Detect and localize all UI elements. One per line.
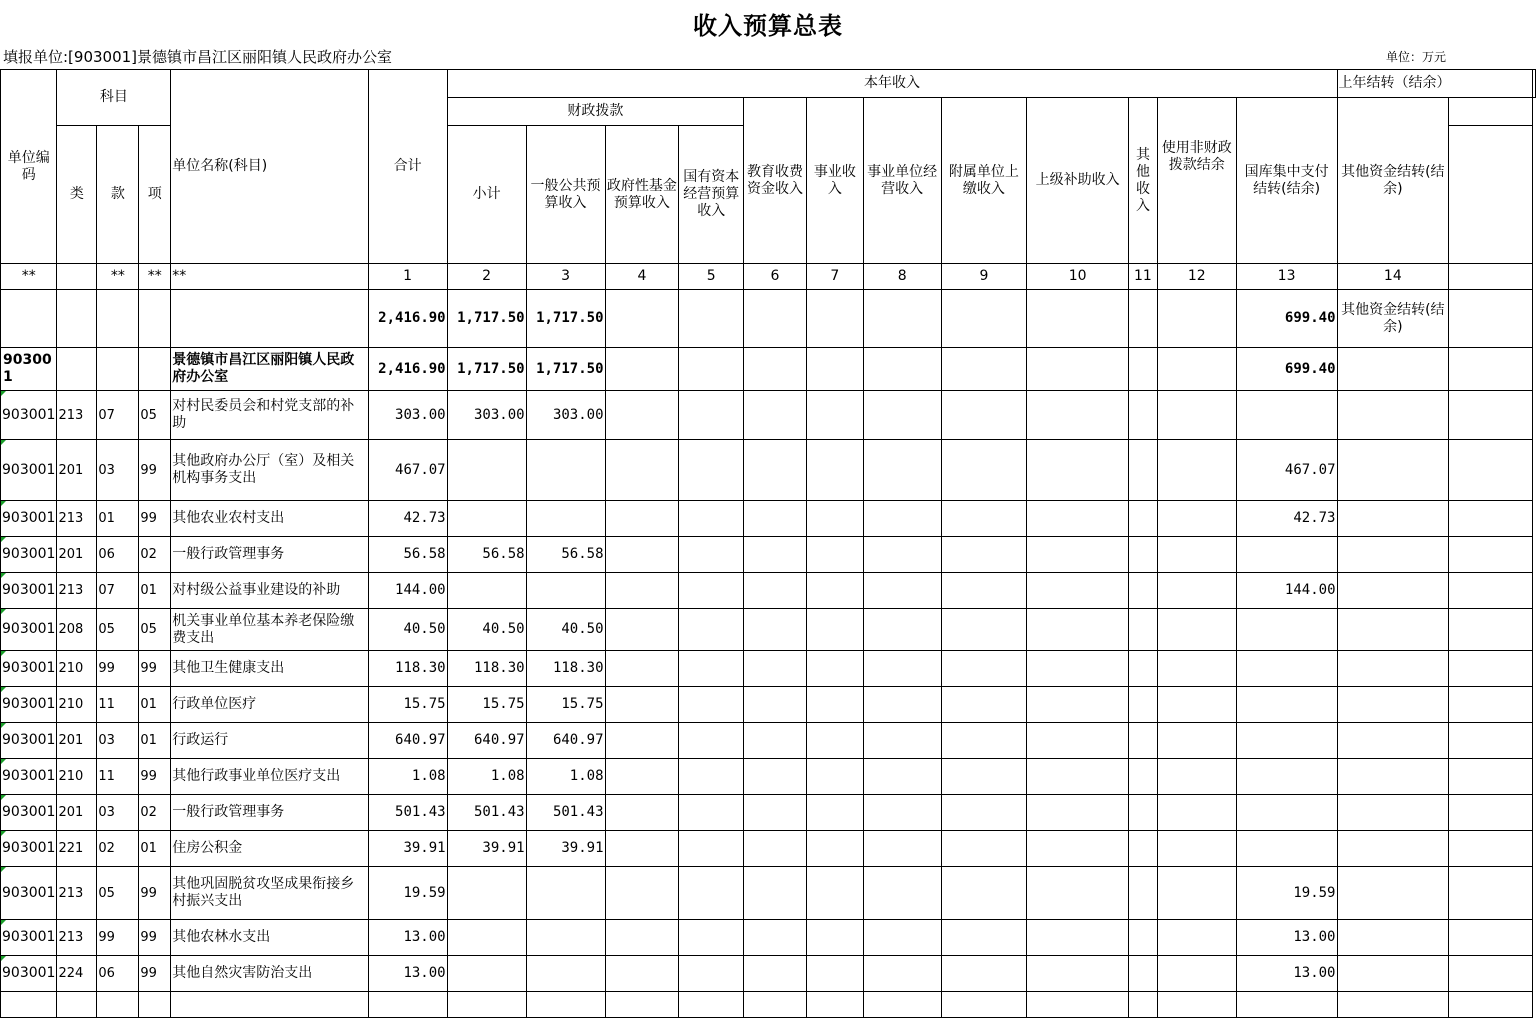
header-education-fee: 教育收费资金收入 — [744, 98, 807, 264]
row-code: 903001 — [1, 687, 57, 723]
header-gov-fund: 政府性基金预算收入 — [605, 126, 679, 264]
header-other-funds: 其他资金结转(结余) — [1337, 98, 1449, 264]
header-unit-code: 单位编码 — [1, 70, 57, 264]
index-c3: 3 — [526, 264, 605, 290]
row-code: 903001 — [1, 609, 57, 651]
row-code: 903001 — [1, 920, 57, 956]
header-other-income: 其他收入 — [1128, 98, 1157, 264]
row-treasury — [1236, 723, 1337, 759]
row-kuan: 03 — [97, 795, 139, 831]
row-treasury — [1236, 391, 1337, 440]
row-code: 903001 — [1, 795, 57, 831]
summary-total: 2,416.90 — [368, 290, 447, 348]
row-xiang: 01 — [139, 831, 171, 867]
row-total: 118.30 — [368, 651, 447, 687]
row-general: 56.58 — [526, 537, 605, 573]
row-subtotal: 15.75 — [447, 687, 526, 723]
row-xiang: 99 — [139, 867, 171, 920]
row-name: 行政单位医疗 — [171, 687, 368, 723]
row-xiang: 02 — [139, 795, 171, 831]
row-code: 903001 — [1, 537, 57, 573]
header-state-capital: 国有资本经营预算收入 — [679, 126, 744, 264]
row-general — [526, 573, 605, 609]
row-subtotal: 1.08 — [447, 759, 526, 795]
row-treasury: 42.73 — [1236, 501, 1337, 537]
header-fiscal-allocation: 财政拨款 — [447, 98, 744, 126]
row-name: 其他政府办公厅（室）及相关机构事务支出 — [171, 440, 368, 501]
table-row — [1, 440, 1536, 501]
header-unit-name: 单位名称(科目) — [171, 70, 368, 264]
page-title: 收入预算总表 — [693, 11, 843, 40]
row-xiang: 99 — [139, 651, 171, 687]
table-row — [1, 573, 1536, 609]
row-treasury: 19.59 — [1236, 867, 1337, 920]
budget-table — [0, 69, 1536, 1018]
row-name: 其他农林水支出 — [171, 920, 368, 956]
row-lei: 210 — [57, 651, 97, 687]
row-xiang: 99 — [139, 920, 171, 956]
row-lei: 213 — [57, 920, 97, 956]
row-general: 40.50 — [526, 609, 605, 651]
row-treasury: 13.00 — [1236, 956, 1337, 992]
row-total: 13.00 — [368, 956, 447, 992]
row-subtotal: 303.00 — [447, 391, 526, 440]
row-total: 19.59 — [368, 867, 447, 920]
row-lei: 201 — [57, 537, 97, 573]
index-c14: 14 — [1337, 264, 1449, 290]
row-lei: 210 — [57, 687, 97, 723]
index-name: ** — [171, 264, 368, 290]
row-xiang: 01 — [139, 723, 171, 759]
row-total: 15.75 — [368, 687, 447, 723]
row-xiang: 99 — [139, 440, 171, 501]
row-lei: 213 — [57, 867, 97, 920]
row-kuan: 06 — [97, 537, 139, 573]
table-row — [1, 537, 1536, 573]
row-kuan: 05 — [97, 609, 139, 651]
row-total: 39.91 — [368, 831, 447, 867]
summary-row — [1, 290, 1536, 348]
index-c6: 6 — [744, 264, 807, 290]
header-subtotal: 小计 — [447, 126, 526, 264]
summary-general: 1,717.50 — [526, 290, 605, 348]
index-c10: 10 — [1027, 264, 1129, 290]
row-kuan: 03 — [97, 723, 139, 759]
row-kuan: 03 — [97, 440, 139, 501]
index-xiang: ** — [139, 264, 171, 290]
row-treasury — [1236, 687, 1337, 723]
row-subtotal: 501.43 — [447, 795, 526, 831]
row-lei: 201 — [57, 795, 97, 831]
row-general: 501.43 — [526, 795, 605, 831]
row-general: 1.08 — [526, 759, 605, 795]
row-name: 其他自然灾害防治支出 — [171, 956, 368, 992]
table-row — [1, 867, 1536, 920]
row-treasury — [1236, 831, 1337, 867]
row-lei: 210 — [57, 759, 97, 795]
filler-unit: 填报单位:[903001]景德镇市昌江区丽阳镇人民政府办公室 — [3, 48, 393, 66]
row-code: 903001 — [1, 391, 57, 440]
row-general: 303.00 — [526, 391, 605, 440]
empty-row — [1, 992, 1536, 1018]
row-total: 1.08 — [368, 759, 447, 795]
row-treasury: 467.07 — [1236, 440, 1337, 501]
row-total: 40.50 — [368, 609, 447, 651]
row-treasury — [1236, 609, 1337, 651]
unit-row-total: 2,416.90 — [368, 348, 447, 391]
row-code: 903001 — [1, 723, 57, 759]
row-total: 42.73 — [368, 501, 447, 537]
row-xiang: 05 — [139, 609, 171, 651]
row-name: 一般行政管理事务 — [171, 795, 368, 831]
row-kuan: 06 — [97, 956, 139, 992]
row-name: 其他卫生健康支出 — [171, 651, 368, 687]
row-subtotal: 39.91 — [447, 831, 526, 867]
row-general: 118.30 — [526, 651, 605, 687]
index-c8: 8 — [863, 264, 941, 290]
row-name: 住房公积金 — [171, 831, 368, 867]
index-c1: 1 — [368, 264, 447, 290]
row-code: 903001 — [1, 956, 57, 992]
table-row — [1, 759, 1536, 795]
index-row — [1, 264, 1536, 290]
row-treasury — [1236, 651, 1337, 687]
header-kuan: 款 — [97, 126, 139, 264]
summary-other-funds: 其他资金结转(结余) — [1337, 290, 1449, 348]
row-name: 一般行政管理事务 — [171, 537, 368, 573]
row-subtotal: 40.50 — [447, 609, 526, 651]
row-total: 13.00 — [368, 920, 447, 956]
row-subtotal — [447, 501, 526, 537]
table-row — [1, 391, 1536, 440]
header-current-income: 本年收入 — [447, 70, 1337, 98]
unit-row-name: 景德镇市昌江区丽阳镇人民政府办公室 — [171, 348, 368, 391]
row-subtotal — [447, 440, 526, 501]
header-last-year: 上年结转（结余） — [1337, 70, 1533, 98]
row-xiang: 99 — [139, 956, 171, 992]
row-treasury — [1236, 537, 1337, 573]
header-general-budget: 一般公共预算收入 — [526, 126, 605, 264]
row-subtotal: 640.97 — [447, 723, 526, 759]
row-xiang: 02 — [139, 537, 171, 573]
header-business-income: 事业收入 — [806, 98, 863, 264]
header-treasury: 国库集中支付结转(结余) — [1236, 98, 1337, 264]
row-general — [526, 920, 605, 956]
row-general — [526, 501, 605, 537]
row-lei: 208 — [57, 609, 97, 651]
row-general: 39.91 — [526, 831, 605, 867]
summary-subtotal: 1,717.50 — [447, 290, 526, 348]
row-name: 机关事业单位基本养老保险缴费支出 — [171, 609, 368, 651]
header-subject: 科目 — [57, 70, 171, 126]
row-code: 903001 — [1, 867, 57, 920]
header-superior-subsidy: 上级补助收入 — [1027, 98, 1129, 264]
row-lei: 221 — [57, 831, 97, 867]
unit-row-code: 903001 — [1, 348, 57, 391]
table-row — [1, 609, 1536, 651]
row-total: 303.00 — [368, 391, 447, 440]
row-kuan: 11 — [97, 759, 139, 795]
index-kuan: ** — [97, 264, 139, 290]
row-general: 640.97 — [526, 723, 605, 759]
row-general — [526, 867, 605, 920]
row-xiang: 99 — [139, 501, 171, 537]
row-lei: 224 — [57, 956, 97, 992]
index-c2: 2 — [447, 264, 526, 290]
row-total: 56.58 — [368, 537, 447, 573]
table-row — [1, 723, 1536, 759]
header-lei: 类 — [57, 126, 97, 264]
index-code: ** — [1, 264, 57, 290]
row-lei: 213 — [57, 573, 97, 609]
table-row — [1, 831, 1536, 867]
row-xiang: 05 — [139, 391, 171, 440]
unit-row-treasury: 699.40 — [1236, 348, 1337, 391]
header-business-unit-income: 事业单位经营收入 — [863, 98, 941, 264]
unit-label: 单位：万元 — [1386, 50, 1447, 64]
row-total: 467.07 — [368, 440, 447, 501]
table-row — [1, 501, 1536, 537]
row-code: 903001 — [1, 501, 57, 537]
row-subtotal — [447, 920, 526, 956]
row-xiang: 01 — [139, 687, 171, 723]
row-code: 903001 — [1, 831, 57, 867]
index-c12: 12 — [1157, 264, 1236, 290]
row-general: 15.75 — [526, 687, 605, 723]
header-xiang: 项 — [139, 126, 171, 264]
index-c4: 4 — [605, 264, 679, 290]
row-xiang: 01 — [139, 573, 171, 609]
row-subtotal: 56.58 — [447, 537, 526, 573]
row-lei: 213 — [57, 501, 97, 537]
row-kuan: 01 — [97, 501, 139, 537]
row-code: 903001 — [1, 573, 57, 609]
row-code: 903001 — [1, 440, 57, 501]
index-c9: 9 — [941, 264, 1027, 290]
row-treasury — [1236, 795, 1337, 831]
table-row — [1, 956, 1536, 992]
row-kuan: 99 — [97, 920, 139, 956]
row-total: 640.97 — [368, 723, 447, 759]
row-subtotal — [447, 956, 526, 992]
row-treasury — [1236, 759, 1337, 795]
unit-row-subtotal: 1,717.50 — [447, 348, 526, 391]
row-kuan: 07 — [97, 391, 139, 440]
table-row — [1, 920, 1536, 956]
row-subtotal: 118.30 — [447, 651, 526, 687]
row-total: 501.43 — [368, 795, 447, 831]
header-total: 合计 — [368, 70, 447, 264]
row-name: 对村级公益事业建设的补助 — [171, 573, 368, 609]
row-name: 对村民委员会和村党支部的补助 — [171, 391, 368, 440]
row-name: 其他行政事业单位医疗支出 — [171, 759, 368, 795]
summary-treasury: 699.40 — [1236, 290, 1337, 348]
row-general — [526, 956, 605, 992]
table-row — [1, 795, 1536, 831]
index-c13: 13 — [1236, 264, 1337, 290]
index-c5: 5 — [679, 264, 744, 290]
unit-row-general: 1,717.50 — [526, 348, 605, 391]
row-name: 其他巩固脱贫攻坚成果衔接乡村振兴支出 — [171, 867, 368, 920]
header-subsidiary-income: 附属单位上缴收入 — [941, 98, 1027, 264]
index-c11: 11 — [1128, 264, 1157, 290]
row-lei: 201 — [57, 440, 97, 501]
row-xiang: 99 — [139, 759, 171, 795]
row-name: 行政运行 — [171, 723, 368, 759]
row-kuan: 05 — [97, 867, 139, 920]
row-kuan: 99 — [97, 651, 139, 687]
row-lei: 201 — [57, 723, 97, 759]
row-name: 其他农业农村支出 — [171, 501, 368, 537]
row-lei: 213 — [57, 391, 97, 440]
table-row — [1, 687, 1536, 723]
row-kuan: 02 — [97, 831, 139, 867]
header-row-1 — [1, 70, 1536, 98]
row-treasury: 13.00 — [1236, 920, 1337, 956]
row-total: 144.00 — [368, 573, 447, 609]
index-c7: 7 — [806, 264, 863, 290]
row-code: 903001 — [1, 651, 57, 687]
row-kuan: 11 — [97, 687, 139, 723]
table-row — [1, 651, 1536, 687]
header-non-fiscal: 使用非财政拨款结余 — [1157, 98, 1236, 264]
row-subtotal — [447, 573, 526, 609]
row-treasury: 144.00 — [1236, 573, 1337, 609]
row-subtotal — [447, 867, 526, 920]
row-kuan: 07 — [97, 573, 139, 609]
row-general — [526, 440, 605, 501]
row-code: 903001 — [1, 759, 57, 795]
unit-row — [1, 348, 1536, 391]
